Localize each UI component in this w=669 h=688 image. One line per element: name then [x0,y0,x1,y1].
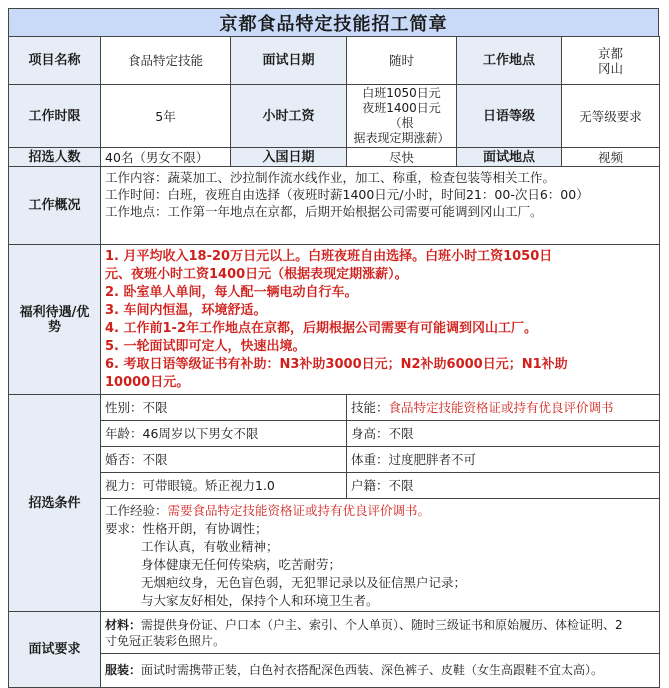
materials-value: 需提供身份证、户口本（户主、索引、个人单页）、随时三级证书和原始履历、体检证明、2 [141,617,623,632]
interview-date-value: 随时 [347,37,457,85]
interview-place-value: 视频 [562,148,660,167]
overview-line: 工作内容：蔬菜加工、沙拉制作流水线作业，加工、称重，检查包装等相关工作。 [105,170,556,185]
row-conditions-5 [9,499,660,612]
row-project [9,37,660,85]
benefits-content [101,245,660,395]
work-place-value [562,37,660,85]
cond-gender: 性别：不限 [101,395,347,421]
work-place-kyoto: 京都 [597,45,623,61]
headcount-label: 招选人数 [9,148,101,167]
experience-prefix: 工作经验： [105,503,168,518]
work-term-value: 5年 [101,85,231,148]
clothing-value: 面试时需携带正装，白色衬衣搭配深色西装、深色裤子、皮鞋（女生高跟鞋不宜太高）。 [141,663,604,677]
row-interview-2 [9,654,660,688]
overview-content [101,167,660,245]
cond-hukou: 户籍：不限 [347,473,660,499]
interview-date-label: 面试日期 [231,37,347,85]
row-overview [9,167,660,245]
clothing-prefix: 服装： [105,663,142,677]
benefits-label-line: 势 [47,319,61,335]
benefit-line: 4. 工作前1-2年工作地点在京都，后期根据公司需要有可能调到冈山工厂。 [105,320,537,336]
work-term-label: 工作时限 [9,85,101,148]
interview-clothing [101,654,660,688]
japanese-level-label: 日语等级 [457,85,562,148]
hourly-wage-label: 小时工资 [231,85,347,148]
cond-vision: 视力：可带眼镜。矫正视力1.0 [101,473,347,499]
row-conditions-1 [9,395,660,421]
project-name-label: 项目名称 [9,37,101,85]
benefit-line: 3. 车间内恒温，环境舒适。 [105,302,267,318]
wage-note: 据表现定期涨薪） [353,131,450,145]
row-benefits [9,245,660,395]
row-conditions-4 [9,473,660,499]
interview-label: 面试要求 [9,612,101,688]
wage-night: 夜班1400日元（根 [362,101,441,130]
benefit-line: 2. 卧室单人单间，每人配一辆电动自行车。 [105,284,358,300]
row-conditions-2 [9,421,660,447]
project-name-value: 食品特定技能 [101,37,231,85]
benefit-line: 10000日元。 [105,374,190,390]
clothing-line [105,663,655,678]
japanese-level-value: 无等级要求 [562,85,660,148]
requirement-line: 与大家友好相处，保持个人和环境卫生者。 [141,593,379,608]
requirement-line: 无烟疤纹身，无色盲色弱，无犯罪记录以及征信黑户记录； [141,575,467,590]
conditions-label: 招选条件 [9,395,101,612]
interview-materials [101,612,660,654]
row-conditions-3 [9,447,660,473]
overview-line: 工作时间：白班，夜班自由选择（夜班时薪1400日元/小时，时间21：00-次日6：00） [105,187,589,202]
materials-line-2: 寸免冠正装彩色照片。 [105,633,226,648]
entry-date-label: 入国日期 [231,148,347,167]
wage-day: 白班1050日元 [362,86,441,100]
requirement-line: 身体健康无任何传染病，吃苦耐劳； [141,557,342,572]
cond-age: 年龄：46周岁以下男女不限 [101,421,347,447]
recruitment-table [8,36,660,688]
skill-value: 食品特定技能资格证或持有优良评价调书 [388,400,614,415]
row-term [9,85,660,148]
materials-line [105,617,655,633]
requirement-line: 要求：性格开朗，有协调性； [105,521,268,536]
cond-height: 身高：不限 [347,421,660,447]
skill-prefix: 技能： [351,400,389,415]
benefit-line: 5. 一轮面试即可定人，快速出境。 [105,338,306,354]
cond-requirements [101,499,660,612]
overview-line: 工作地点：工作第一年地点在京都，后期开始根据公司需要可能调到冈山工厂。 [105,204,543,219]
entry-date-value: 尽快 [347,148,457,167]
requirement-line: 工作认真，有敬业精神； [141,539,279,554]
headcount-value: 40名（男女不限） [101,148,231,167]
experience-value: 需要食品特定技能资格证或持有优良评价调书。 [167,503,431,518]
hourly-wage-value [347,85,457,148]
cond-weight: 体重：过度肥胖者不可 [347,447,660,473]
benefits-label [9,245,101,395]
benefits-label-line: 福利待遇/优 [19,304,90,320]
work-place-label: 工作地点 [457,37,562,85]
experience-line [105,502,655,520]
benefit-line: 元、夜班小时工资1400日元（根据表现定期涨薪）。 [105,266,408,282]
materials-prefix: 材料： [105,617,142,632]
row-interview-1 [9,612,660,654]
benefit-line: 6. 考取日语等级证书有补助：N3补助3000日元；N2补助6000日元；N1补助 [105,356,568,372]
work-place-okayama: 冈山 [597,60,623,76]
benefit-line: 1. 月平均收入18-20万日元以上。白班夜班自由选择。白班小时工资1050日 [105,248,553,264]
document-title: 京都食品特定技能招工简章 [8,8,659,37]
overview-label: 工作概况 [9,167,101,245]
interview-place-label: 面试地点 [457,148,562,167]
cond-marital: 婚否：不限 [101,447,347,473]
cond-skill [347,395,660,421]
row-headcount [9,148,660,167]
